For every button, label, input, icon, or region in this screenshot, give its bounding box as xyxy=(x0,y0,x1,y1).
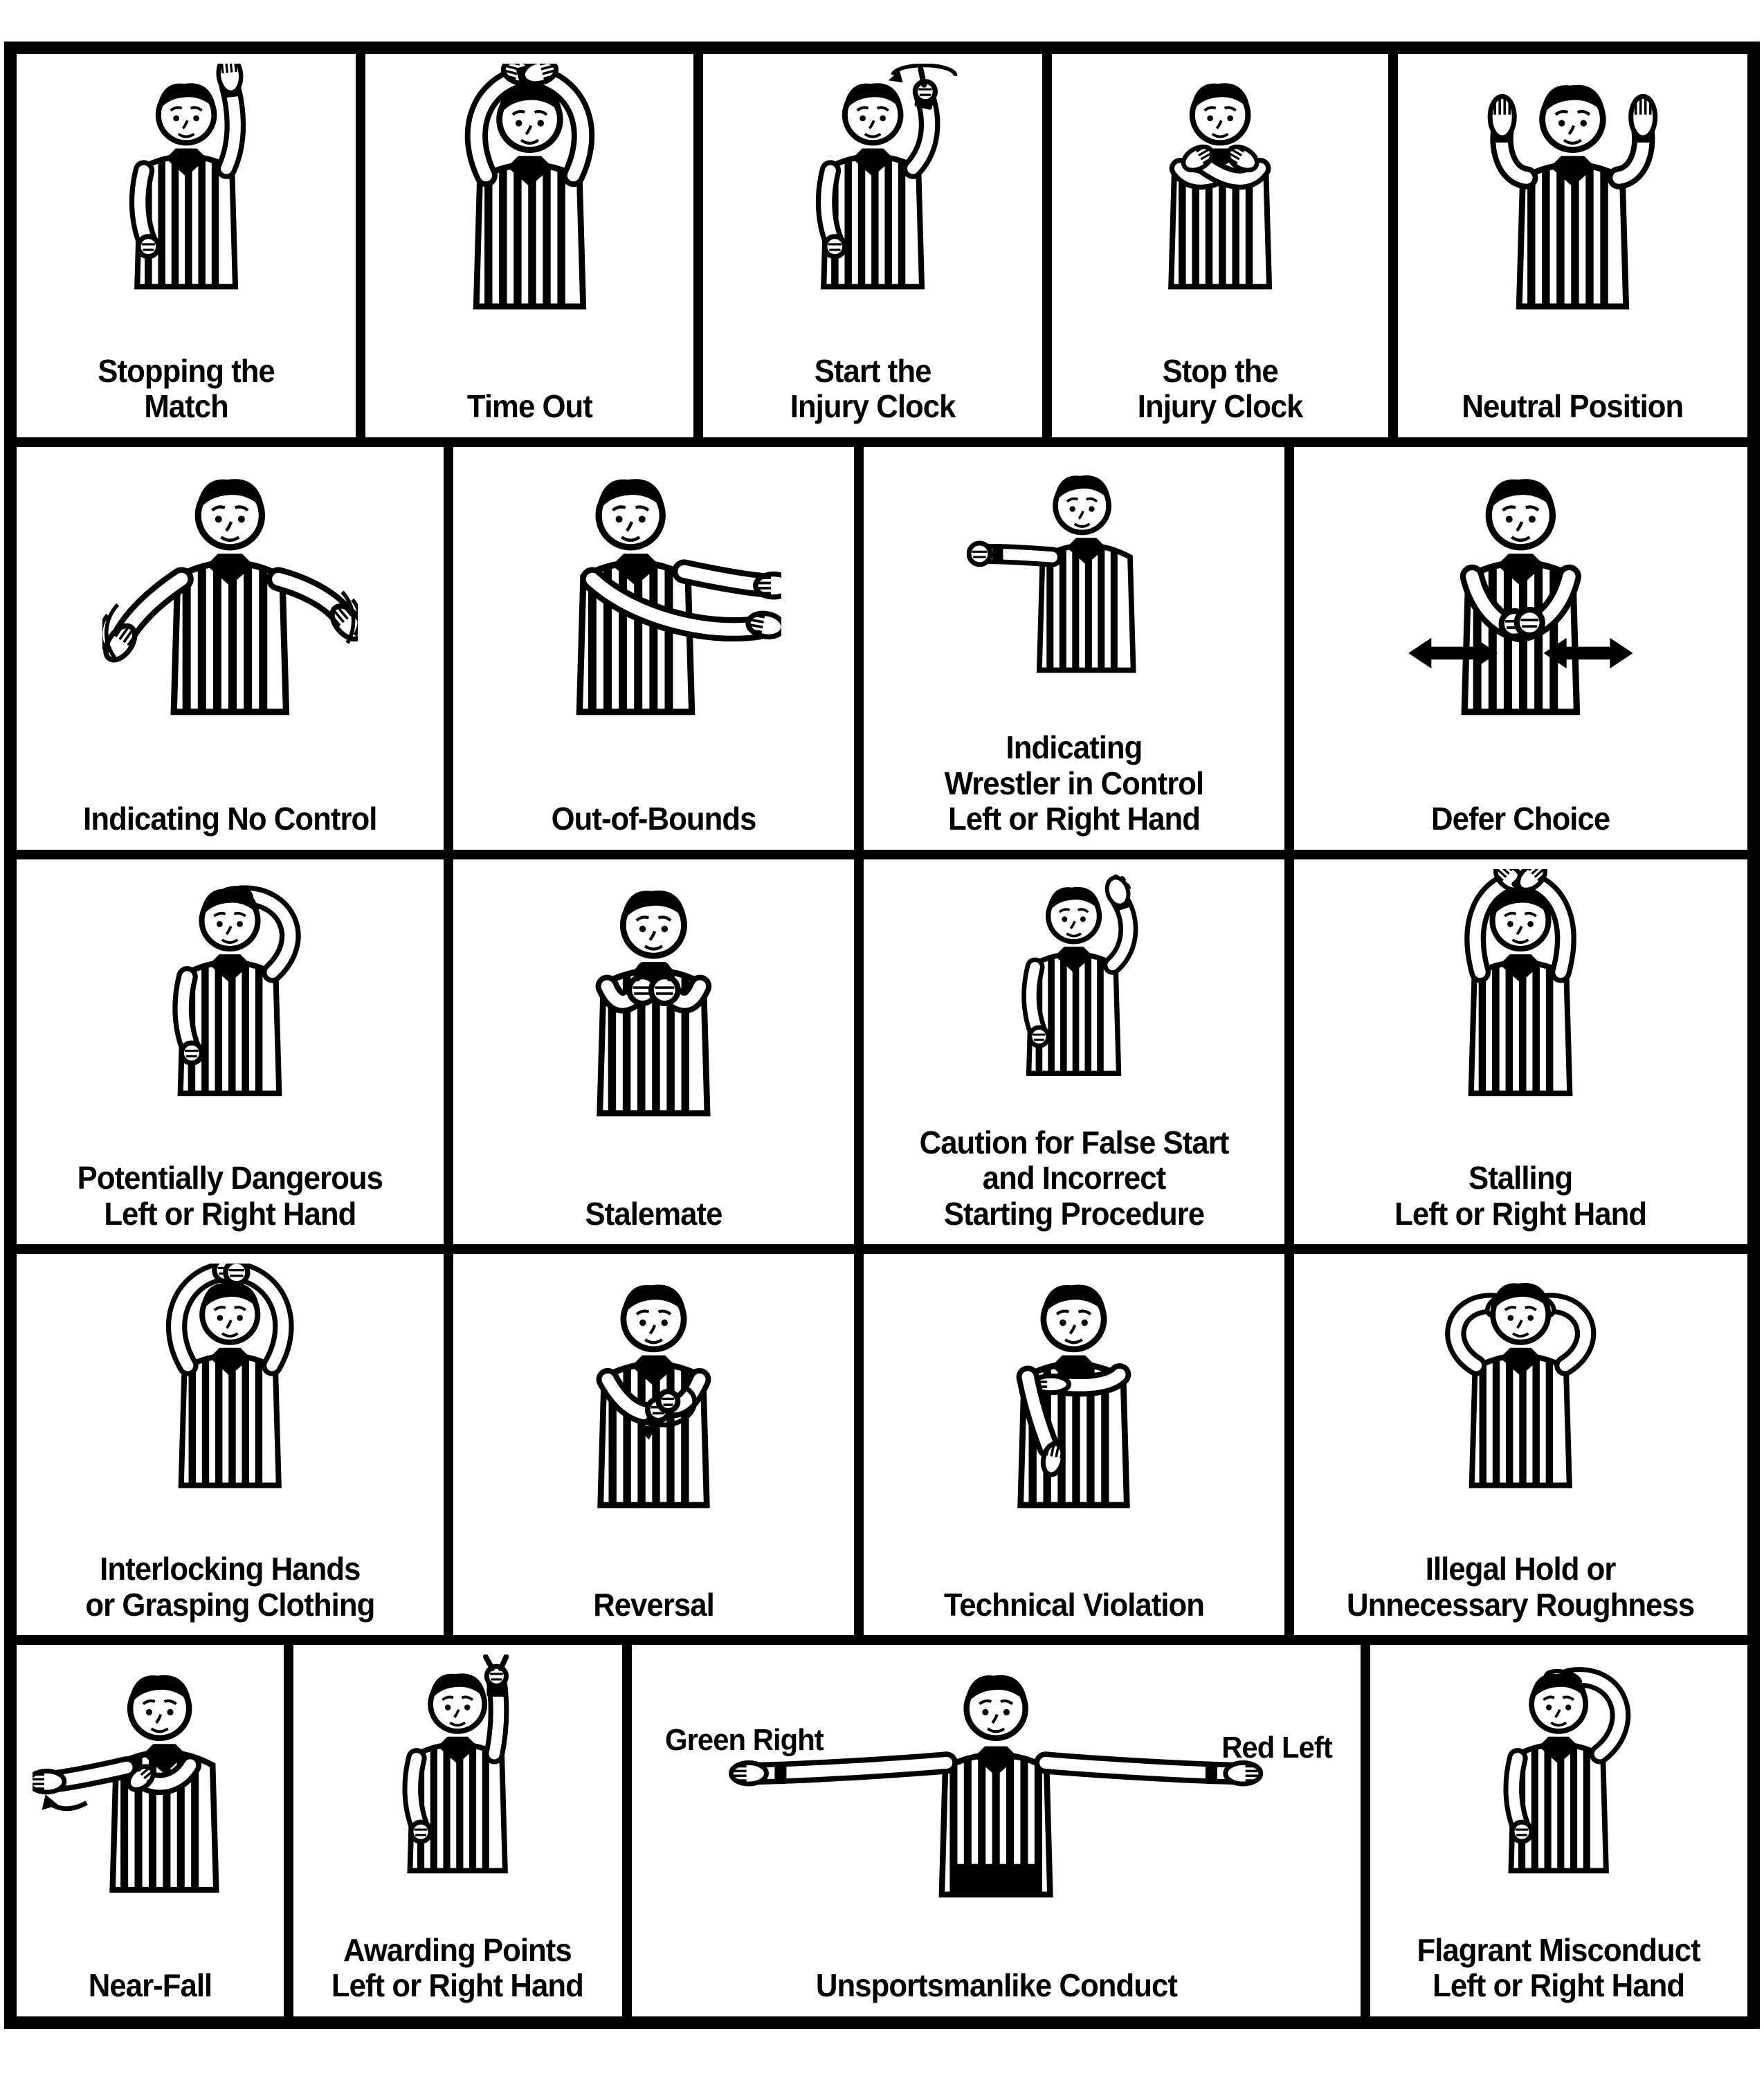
signal-label xyxy=(31,1160,428,1232)
signal-label-line: Potentially Dangerous xyxy=(77,1160,383,1196)
flagrant-misconduct-drawing xyxy=(1451,1655,1666,1905)
signal-cell xyxy=(1370,1645,1747,2016)
signal-label xyxy=(1383,1933,1735,2004)
signal-label-line: Left or Right Hand xyxy=(331,1967,584,2004)
signal-cell xyxy=(864,447,1294,850)
illegal-hold-drawing xyxy=(1410,1264,1632,1521)
signal-label-line: Out-of-Bounds xyxy=(551,801,756,837)
signal-cell xyxy=(864,1254,1294,1635)
stop-injury-clock-drawing xyxy=(1109,64,1331,322)
reversal-drawing xyxy=(533,1264,774,1544)
red-left-label: Red Left xyxy=(1221,1730,1332,1765)
signal-label xyxy=(467,1196,840,1232)
signal-label-line: Left or Right Hand xyxy=(947,801,1200,837)
green-right-label: Green Right xyxy=(665,1722,824,1757)
signal-cell xyxy=(453,859,864,1245)
signal-row xyxy=(17,859,1747,1255)
signal-row xyxy=(17,54,1747,447)
signal-label xyxy=(31,1551,428,1623)
start-injury-clock-drawing xyxy=(761,64,984,322)
wrestler-in-control-signal-icon xyxy=(864,457,1284,704)
signal-label xyxy=(467,801,840,837)
signal-cell xyxy=(293,1645,632,2016)
signal-label-line: Stalling xyxy=(1469,1160,1573,1196)
signal-label-line: Indicating xyxy=(1006,729,1143,766)
signal-label-line: Unsportsmanlike Conduct xyxy=(815,1967,1177,2004)
signal-row xyxy=(17,1645,1747,2016)
potentially-dangerous-drawing xyxy=(118,869,342,1129)
signal-cell xyxy=(1398,54,1747,437)
defer-choice-signal-icon xyxy=(1294,457,1747,753)
signal-label xyxy=(657,1968,1335,2004)
signal-cell xyxy=(17,54,365,437)
start-injury-clock-signal-icon xyxy=(703,64,1042,322)
technical-violation-drawing xyxy=(953,1264,1194,1544)
signal-label xyxy=(1064,354,1377,425)
caution-false-start-drawing xyxy=(972,869,1176,1106)
signal-label-line: Start the xyxy=(814,352,931,389)
potentially-dangerous-signal-icon xyxy=(17,869,444,1129)
awarding-points-signal-icon xyxy=(293,1655,622,1905)
unsportsmanlike-conduct-drawing xyxy=(713,1655,1278,1928)
neutral-position-signal-icon xyxy=(1398,64,1747,345)
signal-label xyxy=(878,1587,1270,1623)
signal-cell xyxy=(864,859,1294,1245)
signal-cell xyxy=(1294,1254,1747,1635)
signal-label-line: Left or Right Hand xyxy=(104,1195,356,1232)
signal-label-line: Technical Violation xyxy=(943,1586,1204,1623)
stalemate-drawing xyxy=(531,869,776,1152)
neutral-position-drawing xyxy=(1451,64,1694,345)
stalling-signal-icon xyxy=(1294,869,1747,1129)
signal-label-line: Awarding Points xyxy=(343,1931,572,1968)
signal-cell xyxy=(17,447,453,850)
signal-label-line: Defer Choice xyxy=(1431,801,1610,837)
signal-label-line: Caution for False Start xyxy=(919,1124,1229,1160)
signal-label-line: or Grasping Clothing xyxy=(85,1586,375,1623)
signal-cell xyxy=(453,1254,864,1635)
near-fall-drawing xyxy=(33,1655,268,1928)
signal-label xyxy=(26,1968,274,2004)
signal-label-line: Illegal Hold or xyxy=(1425,1551,1616,1587)
signal-label-line: Injury Clock xyxy=(1137,388,1303,425)
out-of-bounds-drawing xyxy=(526,457,781,753)
signal-label-line: Stop the xyxy=(1162,352,1278,389)
signal-label-line: and Incorrect xyxy=(982,1160,1165,1196)
time-out-drawing xyxy=(408,64,651,345)
time-out-signal-icon xyxy=(365,64,693,345)
signal-cell xyxy=(17,1645,293,2016)
stop-injury-clock-signal-icon xyxy=(1052,64,1388,322)
interlocking-hands-signal-icon xyxy=(17,1264,444,1521)
signal-cell xyxy=(17,859,453,1245)
caution-false-start-signal-icon xyxy=(864,869,1284,1106)
stopping-the-match-signal-icon xyxy=(17,64,356,322)
stalling-drawing xyxy=(1408,869,1633,1129)
near-fall-signal-icon xyxy=(17,1655,284,1928)
signal-label-line: Left or Right Hand xyxy=(1433,1967,1685,2004)
indicating-no-control-signal-icon xyxy=(17,457,444,753)
signal-label-line: Reversal xyxy=(592,1586,714,1623)
signal-label-line: Match xyxy=(144,388,228,425)
signal-label-line: Near-Fall xyxy=(88,1967,212,2004)
stopping-the-match-drawing xyxy=(75,64,298,322)
signal-label xyxy=(376,389,682,425)
interlocking-hands-drawing xyxy=(119,1264,341,1521)
signal-cell xyxy=(17,1254,453,1635)
signal-label xyxy=(1309,1160,1731,1232)
signal-label-line: Left or Right Hand xyxy=(1394,1195,1647,1232)
signal-label-line: Wrestler in Control xyxy=(944,765,1203,801)
signal-cell xyxy=(1052,54,1398,437)
signal-label-line: Starting Procedure xyxy=(943,1195,1204,1232)
flagrant-misconduct-signal-icon xyxy=(1370,1655,1747,1905)
signal-label-line: Stopping the xyxy=(98,352,275,389)
signal-label xyxy=(1309,1551,1731,1623)
signal-label-line: Neutral Position xyxy=(1462,388,1684,425)
technical-violation-signal-icon xyxy=(864,1264,1284,1544)
reversal-signal-icon xyxy=(453,1264,854,1544)
signal-label xyxy=(1309,801,1731,837)
signal-label xyxy=(1410,389,1736,425)
defer-choice-drawing xyxy=(1393,457,1648,753)
signal-label-line: Flagrant Misconduct xyxy=(1417,1931,1701,1968)
signal-cell xyxy=(1294,859,1747,1245)
signal-label-line: Interlocking Hands xyxy=(100,1551,361,1587)
awarding-points-drawing xyxy=(349,1655,565,1905)
signal-label xyxy=(31,801,428,837)
indicating-no-control-drawing xyxy=(102,457,358,753)
signal-cell xyxy=(365,54,703,437)
signal-label-line: Stalemate xyxy=(585,1195,722,1232)
referee-signals-chart xyxy=(4,42,1760,2029)
signal-label xyxy=(878,1125,1270,1232)
signal-cell xyxy=(453,447,864,850)
signal-label-line: Unnecessary Roughness xyxy=(1347,1586,1695,1623)
stalemate-signal-icon xyxy=(453,869,854,1152)
signal-cell xyxy=(703,54,1052,437)
signal-label-line: Injury Clock xyxy=(790,388,956,425)
signal-row xyxy=(17,447,1747,859)
signal-label xyxy=(715,354,1030,425)
illegal-hold-signal-icon xyxy=(1294,1264,1747,1521)
signal-row xyxy=(17,1254,1747,1645)
signal-label xyxy=(28,354,344,425)
signal-label xyxy=(304,1933,610,2004)
signal-label-line: Indicating No Control xyxy=(83,801,377,837)
signal-label xyxy=(467,1587,840,1623)
wrestler-in-control-drawing xyxy=(967,457,1180,704)
signal-label-line: Time Out xyxy=(466,388,592,425)
unsportsmanlike-conduct-signal-icon xyxy=(632,1655,1361,1928)
out-of-bounds-signal-icon xyxy=(453,457,854,753)
signal-cell xyxy=(632,1645,1370,2016)
signal-cell xyxy=(1294,447,1747,850)
signal-label xyxy=(878,730,1270,837)
